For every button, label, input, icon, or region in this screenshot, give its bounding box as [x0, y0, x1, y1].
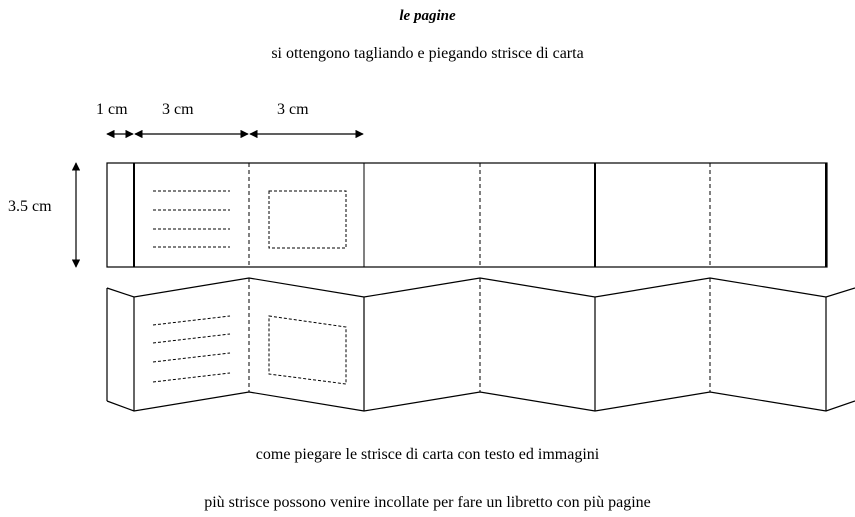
diagram-subtitle: si ottengono tagliando e piegando strisce di carta — [271, 45, 584, 62]
folded-image-placeholder — [269, 316, 346, 384]
caption-folding: come piegare le strisce di carta con testo ed immagini — [255, 446, 600, 463]
folded-text-placeholder-lines — [153, 316, 230, 382]
diagram-title: le pagine — [399, 8, 456, 24]
dimension-label-1cm: 1 cm — [96, 101, 128, 118]
text-placeholder-lines — [153, 191, 230, 247]
caption-booklet: più strisce possono venire incollate per fare un libretto con più pagine — [204, 494, 651, 511]
folded-strip — [107, 278, 855, 411]
dimension-label-height: 3.5 cm — [8, 198, 52, 215]
dimension-label-3cm-first: 3 cm — [162, 101, 194, 118]
image-placeholder — [269, 191, 346, 248]
dimension-label-3cm-second: 3 cm — [277, 101, 309, 118]
flat-strip — [107, 163, 827, 267]
